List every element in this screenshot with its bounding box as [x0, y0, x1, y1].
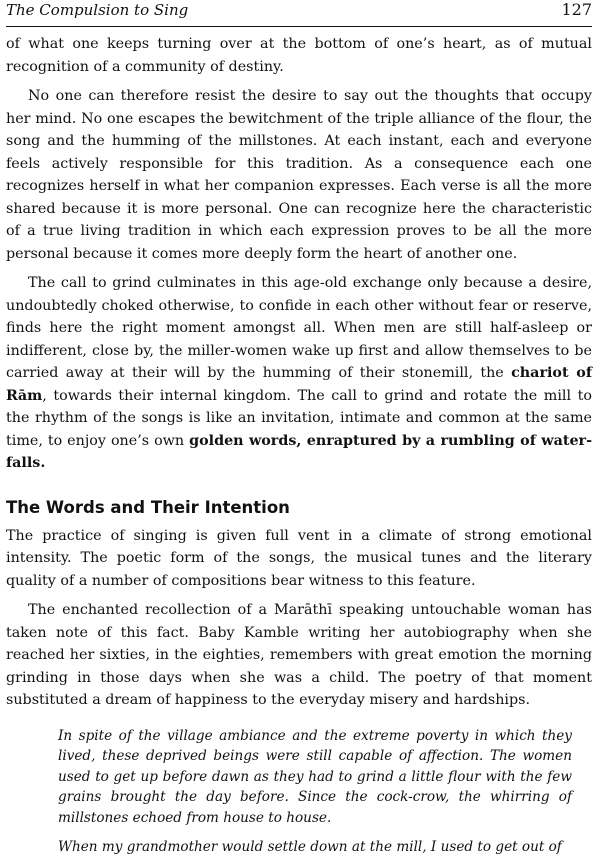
bold-phrase-chariot: chariot of Rām [6, 365, 592, 404]
quote-paragraph: When my grandmother would settle down at the mill, I used to get out of [58, 839, 562, 855]
book-title: The Compulsion to Sing [6, 1, 189, 19]
running-head [6, 0, 592, 27]
page-number: 127 [561, 0, 592, 19]
bold-phrase-golden-words: golden words, enraptured by a rumbling of water-falls. [6, 432, 593, 471]
paragraph-recollection: The enchanted recollection of a Marāthī speaking untouchable woman has taken note of this fact. Baby Kamble writing her autobiography when she reached her sixties, in the eighties, remembers with great emotion the morning grinding in those days when she was a child. The poetry of that moment substituted a dream of happiness to the everyday misery and hardships. [6, 602, 592, 708]
paragraph-text: , towards their internal kingdom. The call to grind and rotate the mill to the rhythm of the songs is like an invitation, intimate and common at the same time, to enjoy one’s own [6, 387, 592, 449]
paragraph-practice: The practice of singing is given full vent in a climate of strong emotional intensity. The poetic form of the songs, the musical tunes and the literary quality of a number of compositions bear witness to this feature. [6, 527, 592, 589]
paragraph-tradition: No one can therefore resist the desire to say out the thoughts that occupy her mind. No one escapes the bewitchment of the triple alliance of the flour, the song and the humming of the millstones. At each instant, each and everyone feels actively responsible for this tradition. As a consequence each one recognizes herself in what her companion expresses. Each verse is all the more shared because it is more personal. One can recognize here the characteristic of a true living tradition in which each expression proves to be all the more personal because it comes more deeply form the heart of another one. [6, 88, 592, 262]
paragraph-call-to-grind [6, 272, 592, 475]
paragraph-continued: of what one keeps turning over at the bottom of one’s heart, as of mutual recognition of a community of destiny. [6, 36, 592, 75]
quote-paragraph: In spite of the village ambiance and the extreme poverty in which they lived, these deprived beings were still capable of affection. The women used to get up before dawn as they had to grind a little flour with the few grains brought the day before. Since the cock-crow, the whirring of millstones echoed from house to house. [58, 727, 572, 826]
section-heading: The Words and Their Intention [6, 497, 290, 517]
paragraph-text: The call to grind culminates in this age-old exchange only because a desire, undoubtedly choked otherwise, to confide in each other without fear or reserve, finds here the right moment amongst all. When men are still half-asleep or indifferent, close by, the miller-women wake up first and allow themselves to be carried away at their will by the humming of their stonemill, the [6, 275, 592, 381]
block-quote [58, 726, 572, 858]
